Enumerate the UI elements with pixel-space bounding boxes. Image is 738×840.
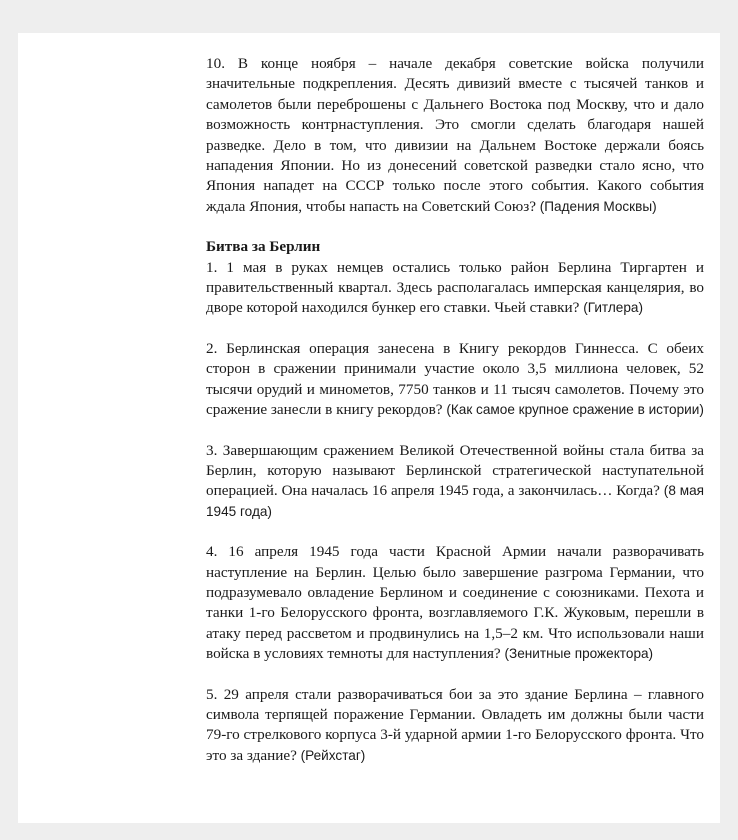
answer-text: (Как самое крупное сражение в истории) xyxy=(446,402,704,418)
question-text: 3. Завершающим сражением Великой Отечественной войны стала битва за Берлин, которую называют Берлинской стратегической наступательной операцией. Она началась 16 апреля 1945 года, а закончилась… Когда? xyxy=(206,441,704,500)
question-text: 1. 1 мая в руках немцев остались только район Берлина Тиргартен и правительственный квартал. Здесь располагалась имперская канцелярия, во дворе которой находился бункер его ставки. Чьей ставки? xyxy=(206,258,704,317)
spacer xyxy=(206,319,704,339)
spacer xyxy=(206,522,704,542)
question-5 xyxy=(206,685,704,767)
question-text: 10. В конце ноября – начале декабря советские войска получили значительные подкрепления. Десять дивизий вместе с тысячей танков и самолетов были переброшены с Дальнего Востока под Москву, что и дало возможность контрнаступления. Это смогли сделать благодаря нашей разведке. Дело в том, что дивизии на Дальнем Востоке держали боясь нападения Японии. Но из донесений советской разведки стало ясно, что Япония нападет на СССР только после этого события. Какого события ждала Япония, чтобы напасть на Советский Союз? xyxy=(206,55,704,215)
question-text: 2. Берлинская операция занесена в Книгу рекордов Гиннесса. С обеих сторон в сражении принимали участие около 3,5 миллиона человек, 52 тысячи орудий и минометов, 7750 танков и 11 тысяч самолетов. Почему это сражение занесли в книгу рекордов? xyxy=(206,339,704,419)
question-1 xyxy=(206,258,704,319)
answer-text: (Гитлера) xyxy=(583,300,643,316)
spacer xyxy=(206,217,704,237)
question-text: 4. 16 апреля 1945 года части Красной Армии начали разворачивать наступление на Берлин. Целью было завершение разгрома Германии, что подразумевало овладение Берлином и соединение с союзниками. Пехота и танки 1-го Белорусского фронта, возглавляемого Г.К. Жуковым, перешли в атаку перед рассветом и продвинулись на 1,5–2 км. Что использовали наши войска в условиях темноты для наступления? xyxy=(206,543,704,663)
document-page xyxy=(18,33,720,823)
section-heading: Битва за Берлин xyxy=(206,238,321,256)
answer-text: (Падения Москвы) xyxy=(539,198,657,214)
answer-text: (Зенитные прожектора) xyxy=(504,646,654,662)
answer-text: (8 мая 1945 года) xyxy=(206,483,704,519)
question-4 xyxy=(206,542,704,664)
question-text: 5. 29 апреля стали разворачиваться бои за это здание Берлина – главного символа терпящей поражение Германии. Овладеть им должны были части 79-го стрелкового корпуса 3-й ударной армии 1-го Белорусского фронта. Что это за здание? xyxy=(206,685,704,764)
question-3 xyxy=(206,441,704,523)
question-2 xyxy=(206,339,704,421)
question-10 xyxy=(206,54,704,217)
answer-text: (Рейхстаг) xyxy=(300,747,366,763)
spacer xyxy=(206,421,704,441)
document-content xyxy=(206,54,704,766)
spacer xyxy=(206,665,704,685)
